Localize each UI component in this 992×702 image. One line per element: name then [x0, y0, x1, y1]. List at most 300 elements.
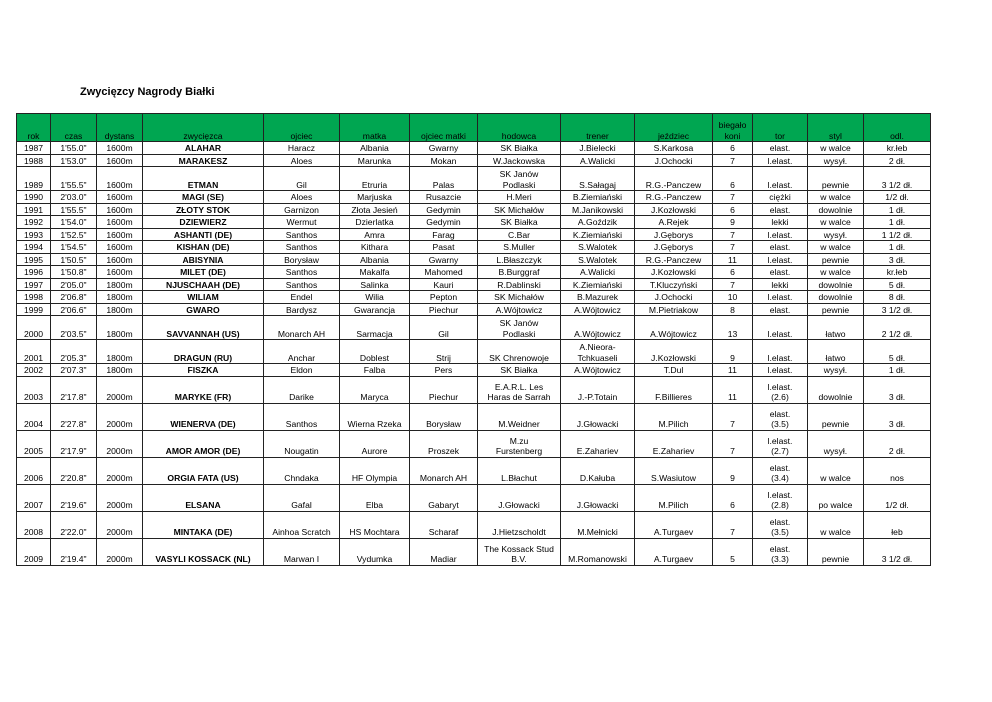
- cell-dam: Maryca: [340, 376, 410, 403]
- cell-winner: GWARO: [143, 303, 264, 316]
- cell-winner: MINTAKA (DE): [143, 511, 264, 538]
- cell-margin: 1 1/2 dł.: [864, 228, 931, 241]
- table-row: [17, 364, 931, 377]
- column-header-zwyciezca: zwycięzca: [143, 114, 264, 142]
- cell-winner: FISZKA: [143, 364, 264, 377]
- cell-trainer: E.Zahariev: [561, 430, 635, 457]
- cell-dam: Vydumka: [340, 538, 410, 565]
- cell-dam-sire: Gedymin: [410, 216, 478, 229]
- cell-going: elast. (3.4): [753, 457, 808, 484]
- cell-dam-sire: Pers: [410, 364, 478, 377]
- cell-jockey: E.Zahariev: [635, 430, 713, 457]
- cell-jockey: A.Turgaev: [635, 511, 713, 538]
- cell-sire: Santhos: [264, 241, 340, 254]
- cell-winner: ETMAN: [143, 167, 264, 191]
- cell-jockey: J.Kozłowski: [635, 266, 713, 279]
- cell-style: pewnie: [808, 538, 864, 565]
- table-body: [17, 142, 931, 566]
- cell-breeder: L.Błaszczyk: [478, 253, 561, 266]
- table-row: [17, 253, 931, 266]
- cell-sire: Garnizon: [264, 203, 340, 216]
- cell-sire: Gil: [264, 167, 340, 191]
- cell-jockey: A.Wójtowicz: [635, 316, 713, 340]
- cell-sire: Marwan I: [264, 538, 340, 565]
- cell-style: wysył.: [808, 228, 864, 241]
- cell-trainer: D.Kałuba: [561, 457, 635, 484]
- cell-going: elast.: [753, 303, 808, 316]
- cell-going: elast.: [753, 142, 808, 155]
- cell-sire: Nougatin: [264, 430, 340, 457]
- cell-jockey: A.Rejek: [635, 216, 713, 229]
- cell-jockey: J.Kozłowski: [635, 203, 713, 216]
- cell-margin: 3 1/2 dł.: [864, 303, 931, 316]
- cell-dam: Etruria: [340, 167, 410, 191]
- cell-going: l.elast. (2.8): [753, 484, 808, 511]
- cell-jockey: S.Karkosa: [635, 142, 713, 155]
- cell-style: łatwo: [808, 340, 864, 364]
- table-row: [17, 430, 931, 457]
- cell-breeder: A.Wójtowicz: [478, 303, 561, 316]
- cell-style: w walce: [808, 511, 864, 538]
- cell-sire: Santhos: [264, 278, 340, 291]
- cell-trainer: K.Ziemiański: [561, 278, 635, 291]
- table-header-row: [17, 114, 931, 142]
- cell-going: l.elast.: [753, 253, 808, 266]
- cell-jockey: J.Gęborys: [635, 241, 713, 254]
- cell-sire: Endel: [264, 291, 340, 304]
- cell-style: pewnie: [808, 403, 864, 430]
- cell-breeder: SK Białka: [478, 142, 561, 155]
- cell-trainer: B.Ziemiański: [561, 191, 635, 204]
- cell-year: 1993: [17, 228, 51, 241]
- cell-runners: 9: [713, 340, 753, 364]
- cell-runners: 6: [713, 203, 753, 216]
- cell-going: elast. (3.5): [753, 511, 808, 538]
- cell-margin: 1 dł.: [864, 216, 931, 229]
- cell-jockey: S.Wasiutow: [635, 457, 713, 484]
- cell-year: 2008: [17, 511, 51, 538]
- cell-winner: DRAGUN (RU): [143, 340, 264, 364]
- cell-margin: 1 dł.: [864, 241, 931, 254]
- cell-runners: 6: [713, 142, 753, 155]
- cell-jockey: M.Pilich: [635, 403, 713, 430]
- cell-sire: Santhos: [264, 266, 340, 279]
- table-row: [17, 484, 931, 511]
- cell-year: 1995: [17, 253, 51, 266]
- cell-sire: Santhos: [264, 228, 340, 241]
- cell-dam-sire: Monarch AH: [410, 457, 478, 484]
- cell-winner: NJUSCHAAH (DE): [143, 278, 264, 291]
- cell-breeder: S.Muller: [478, 241, 561, 254]
- cell-dam-sire: Scharaf: [410, 511, 478, 538]
- cell-sire: Aloes: [264, 154, 340, 167]
- cell-breeder: SK Janów Podlaski: [478, 316, 561, 340]
- cell-runners: 5: [713, 538, 753, 565]
- cell-dam: Falba: [340, 364, 410, 377]
- cell-jockey: J.Gęborys: [635, 228, 713, 241]
- cell-winner: ALAHAR: [143, 142, 264, 155]
- cell-runners: 11: [713, 376, 753, 403]
- cell-distance: 1600m: [97, 253, 143, 266]
- cell-going: l.elast. (2.7): [753, 430, 808, 457]
- cell-going: lekki: [753, 278, 808, 291]
- cell-time: 2'27.8": [51, 403, 97, 430]
- cell-breeder: C.Bar: [478, 228, 561, 241]
- cell-year: 1998: [17, 291, 51, 304]
- cell-going: l.elast.: [753, 291, 808, 304]
- cell-time: 2'22.0": [51, 511, 97, 538]
- cell-time: 2'17.8": [51, 376, 97, 403]
- cell-runners: 6: [713, 167, 753, 191]
- cell-dam-sire: Mahomed: [410, 266, 478, 279]
- cell-breeder: SK Michałów: [478, 291, 561, 304]
- cell-distance: 1800m: [97, 291, 143, 304]
- cell-dam: Dzierlatka: [340, 216, 410, 229]
- cell-distance: 1600m: [97, 241, 143, 254]
- cell-going: elast. (3.3): [753, 538, 808, 565]
- cell-dam: Amra: [340, 228, 410, 241]
- cell-margin: 8 dł.: [864, 291, 931, 304]
- cell-going: l.elast.: [753, 154, 808, 167]
- cell-distance: 1600m: [97, 216, 143, 229]
- cell-style: w walce: [808, 142, 864, 155]
- cell-year: 1996: [17, 266, 51, 279]
- cell-year: 2009: [17, 538, 51, 565]
- table-row: [17, 191, 931, 204]
- cell-runners: 11: [713, 253, 753, 266]
- column-header-ojciec: ojciec: [264, 114, 340, 142]
- cell-jockey: J.Ochocki: [635, 154, 713, 167]
- cell-margin: 3 dł.: [864, 253, 931, 266]
- cell-breeder: H.Meri: [478, 191, 561, 204]
- cell-winner: DZIEWIERZ: [143, 216, 264, 229]
- cell-year: 1999: [17, 303, 51, 316]
- cell-distance: 2000m: [97, 457, 143, 484]
- cell-going: l.elast. (2.6): [753, 376, 808, 403]
- cell-going: l.elast.: [753, 167, 808, 191]
- cell-sire: Darike: [264, 376, 340, 403]
- cell-sire: Santhos: [264, 403, 340, 430]
- cell-distance: 1800m: [97, 316, 143, 340]
- cell-dam: Aurore: [340, 430, 410, 457]
- cell-jockey: J.Kozłowski: [635, 340, 713, 364]
- cell-distance: 1600m: [97, 154, 143, 167]
- cell-style: dowolnie: [808, 203, 864, 216]
- cell-time: 1'55.5": [51, 167, 97, 191]
- cell-trainer: M.Mełnicki: [561, 511, 635, 538]
- cell-dam: Elba: [340, 484, 410, 511]
- table-row: [17, 511, 931, 538]
- cell-dam-sire: Pepton: [410, 291, 478, 304]
- cell-going: l.elast.: [753, 340, 808, 364]
- cell-winner: WIENERVA (DE): [143, 403, 264, 430]
- cell-time: 2'19.6": [51, 484, 97, 511]
- cell-time: 2'03.0": [51, 191, 97, 204]
- cell-dam: Doblest: [340, 340, 410, 364]
- cell-jockey: A.Turgaev: [635, 538, 713, 565]
- cell-year: 2005: [17, 430, 51, 457]
- cell-dam: Albania: [340, 253, 410, 266]
- cell-style: w walce: [808, 191, 864, 204]
- cell-going: elast.: [753, 241, 808, 254]
- cell-trainer: S.Walotek: [561, 241, 635, 254]
- cell-year: 1989: [17, 167, 51, 191]
- cell-dam: Sarmacja: [340, 316, 410, 340]
- cell-jockey: T.Kluczyński: [635, 278, 713, 291]
- table-row: [17, 154, 931, 167]
- column-header-styl: styl: [808, 114, 864, 142]
- cell-distance: 2000m: [97, 376, 143, 403]
- cell-margin: nos: [864, 457, 931, 484]
- cell-dam-sire: Proszek: [410, 430, 478, 457]
- cell-year: 1987: [17, 142, 51, 155]
- cell-margin: 1/2 dł.: [864, 484, 931, 511]
- cell-distance: 1600m: [97, 266, 143, 279]
- cell-trainer: J.Głowacki: [561, 484, 635, 511]
- cell-runners: 7: [713, 241, 753, 254]
- cell-dam-sire: Pasat: [410, 241, 478, 254]
- cell-trainer: S.Walotek: [561, 253, 635, 266]
- table-row: [17, 203, 931, 216]
- cell-runners: 10: [713, 291, 753, 304]
- cell-trainer: A.Walicki: [561, 266, 635, 279]
- cell-dam-sire: Farag: [410, 228, 478, 241]
- cell-margin: kr.łeb: [864, 266, 931, 279]
- cell-distance: 1800m: [97, 364, 143, 377]
- cell-time: 2'07.3": [51, 364, 97, 377]
- cell-time: 1'55.5": [51, 203, 97, 216]
- cell-dam: HF Olympia: [340, 457, 410, 484]
- cell-trainer: A.Wójtowicz: [561, 316, 635, 340]
- cell-time: 1'55.0": [51, 142, 97, 155]
- cell-style: wysył.: [808, 430, 864, 457]
- cell-runners: 7: [713, 278, 753, 291]
- table-row: [17, 167, 931, 191]
- cell-trainer: J.Głowacki: [561, 403, 635, 430]
- cell-runners: 7: [713, 511, 753, 538]
- cell-winner: ORGIA FATA (US): [143, 457, 264, 484]
- cell-trainer: B.Mazurek: [561, 291, 635, 304]
- cell-time: 2'17.9": [51, 430, 97, 457]
- cell-dam-sire: Piechur: [410, 376, 478, 403]
- cell-runners: 6: [713, 266, 753, 279]
- cell-time: 1'50.8": [51, 266, 97, 279]
- cell-margin: łeb: [864, 511, 931, 538]
- cell-trainer: K.Ziemiański: [561, 228, 635, 241]
- cell-breeder: SK Janów Podlaski: [478, 167, 561, 191]
- cell-winner: WILIAM: [143, 291, 264, 304]
- cell-margin: 2 1/2 dł.: [864, 316, 931, 340]
- cell-jockey: F.Billieres: [635, 376, 713, 403]
- cell-trainer: M.Janikowski: [561, 203, 635, 216]
- table-row: [17, 457, 931, 484]
- cell-time: 1'52.5": [51, 228, 97, 241]
- cell-style: dowolnie: [808, 376, 864, 403]
- table-row: [17, 278, 931, 291]
- cell-sire: Gafal: [264, 484, 340, 511]
- cell-dam-sire: Gabaryt: [410, 484, 478, 511]
- cell-distance: 1800m: [97, 303, 143, 316]
- cell-time: 2'05.0": [51, 278, 97, 291]
- cell-breeder: M.zu Furstenberg: [478, 430, 561, 457]
- column-header-jezdziec: jeździec: [635, 114, 713, 142]
- cell-dam-sire: Gwarny: [410, 253, 478, 266]
- cell-dam: HS Mochtara: [340, 511, 410, 538]
- cell-style: pewnie: [808, 253, 864, 266]
- cell-going: l.elast.: [753, 228, 808, 241]
- cell-winner: AMOR AMOR (DE): [143, 430, 264, 457]
- cell-margin: 1/2 dł.: [864, 191, 931, 204]
- cell-going: lekki: [753, 216, 808, 229]
- column-header-czas: czas: [51, 114, 97, 142]
- cell-runners: 7: [713, 430, 753, 457]
- cell-winner: SAVVANNAH (US): [143, 316, 264, 340]
- cell-going: elast. (3.5): [753, 403, 808, 430]
- cell-runners: 9: [713, 216, 753, 229]
- table-row: [17, 340, 931, 364]
- cell-dam-sire: Borysław: [410, 403, 478, 430]
- cell-dam: Kithara: [340, 241, 410, 254]
- cell-distance: 2000m: [97, 484, 143, 511]
- cell-breeder: SK Michałów: [478, 203, 561, 216]
- winners-table: [16, 113, 931, 566]
- cell-going: l.elast.: [753, 364, 808, 377]
- cell-margin: kr.łeb: [864, 142, 931, 155]
- cell-trainer: A.Goździk: [561, 216, 635, 229]
- cell-style: w walce: [808, 457, 864, 484]
- cell-sire: Haracz: [264, 142, 340, 155]
- table-row: [17, 216, 931, 229]
- cell-runners: 7: [713, 403, 753, 430]
- cell-distance: 1800m: [97, 340, 143, 364]
- table-row: [17, 316, 931, 340]
- cell-winner: KISHAN (DE): [143, 241, 264, 254]
- cell-sire: Bardysz: [264, 303, 340, 316]
- cell-margin: 3 dł.: [864, 376, 931, 403]
- cell-distance: 2000m: [97, 511, 143, 538]
- cell-sire: Wermut: [264, 216, 340, 229]
- cell-style: pewnie: [808, 167, 864, 191]
- cell-winner: ASHANTI (DE): [143, 228, 264, 241]
- cell-distance: 1800m: [97, 278, 143, 291]
- cell-year: 2003: [17, 376, 51, 403]
- cell-dam: Salinka: [340, 278, 410, 291]
- column-header-tor: tor: [753, 114, 808, 142]
- cell-style: w walce: [808, 266, 864, 279]
- table-row: [17, 538, 931, 565]
- cell-winner: VASYLI KOSSACK (NL): [143, 538, 264, 565]
- cell-distance: 2000m: [97, 538, 143, 565]
- cell-jockey: T.Dul: [635, 364, 713, 377]
- column-header-dystans: dystans: [97, 114, 143, 142]
- cell-breeder: The Kossack Stud B.V.: [478, 538, 561, 565]
- cell-dam: Makalfa: [340, 266, 410, 279]
- cell-margin: 5 dł.: [864, 278, 931, 291]
- column-header-ojciec-matki: ojciec matki: [410, 114, 478, 142]
- cell-year: 1994: [17, 241, 51, 254]
- cell-year: 1991: [17, 203, 51, 216]
- cell-winner: MARYKE (FR): [143, 376, 264, 403]
- cell-year: 2006: [17, 457, 51, 484]
- cell-jockey: M.Pilich: [635, 484, 713, 511]
- cell-style: w walce: [808, 216, 864, 229]
- cell-winner: MILET (DE): [143, 266, 264, 279]
- cell-style: dowolnie: [808, 291, 864, 304]
- cell-runners: 7: [713, 154, 753, 167]
- cell-distance: 1600m: [97, 228, 143, 241]
- column-header-matka: matka: [340, 114, 410, 142]
- cell-trainer: A.Wójtowicz: [561, 364, 635, 377]
- cell-breeder: SK Chrenowoje: [478, 340, 561, 364]
- cell-trainer: A.Walicki: [561, 154, 635, 167]
- cell-distance: 1600m: [97, 142, 143, 155]
- cell-trainer: A.Wójtowicz: [561, 303, 635, 316]
- cell-dam-sire: Gil: [410, 316, 478, 340]
- table-row: [17, 228, 931, 241]
- cell-winner: MAGI (SE): [143, 191, 264, 204]
- column-header-rok: rok: [17, 114, 51, 142]
- cell-dam-sire: Rusazcie: [410, 191, 478, 204]
- cell-trainer: A.Nieora- Tchkuaseli: [561, 340, 635, 364]
- cell-year: 2000: [17, 316, 51, 340]
- page-title: Zwycięzcy Nagrody Białki: [80, 86, 215, 98]
- cell-distance: 1600m: [97, 167, 143, 191]
- column-header-odl: odl.: [864, 114, 931, 142]
- cell-sire: Borysław: [264, 253, 340, 266]
- cell-runners: 7: [713, 228, 753, 241]
- cell-dam-sire: Piechur: [410, 303, 478, 316]
- cell-year: 2002: [17, 364, 51, 377]
- table-row: [17, 142, 931, 155]
- cell-style: łatwo: [808, 316, 864, 340]
- cell-distance: 1600m: [97, 203, 143, 216]
- cell-dam: Albania: [340, 142, 410, 155]
- cell-jockey: M.Pietriakow: [635, 303, 713, 316]
- cell-margin: 2 dł.: [864, 430, 931, 457]
- cell-year: 2001: [17, 340, 51, 364]
- cell-going: l.elast.: [753, 316, 808, 340]
- cell-year: 1990: [17, 191, 51, 204]
- cell-jockey: R.G.-Panczew: [635, 191, 713, 204]
- cell-winner: ZŁOTY STOK: [143, 203, 264, 216]
- cell-breeder: SK Białka: [478, 216, 561, 229]
- cell-trainer: S.Sałagaj: [561, 167, 635, 191]
- cell-winner: ELSANA: [143, 484, 264, 511]
- cell-time: 2'06.6": [51, 303, 97, 316]
- table-row: [17, 376, 931, 403]
- cell-distance: 2000m: [97, 430, 143, 457]
- cell-margin: 2 dł.: [864, 154, 931, 167]
- cell-runners: 8: [713, 303, 753, 316]
- cell-trainer: M.Romanowski: [561, 538, 635, 565]
- cell-breeder: R.Dablinski: [478, 278, 561, 291]
- cell-breeder: L.Błachut: [478, 457, 561, 484]
- cell-going: ciężki: [753, 191, 808, 204]
- cell-going: elast.: [753, 203, 808, 216]
- cell-time: 2'05.3": [51, 340, 97, 364]
- cell-year: 1997: [17, 278, 51, 291]
- cell-sire: Ainhoa Scratch: [264, 511, 340, 538]
- cell-year: 1992: [17, 216, 51, 229]
- cell-dam: Złota Jesień: [340, 203, 410, 216]
- cell-runners: 9: [713, 457, 753, 484]
- cell-dam-sire: Mokan: [410, 154, 478, 167]
- column-header-hodowca: hodowca: [478, 114, 561, 142]
- cell-dam: Wilia: [340, 291, 410, 304]
- cell-runners: 11: [713, 364, 753, 377]
- cell-breeder: J.Hietzscholdt: [478, 511, 561, 538]
- cell-winner: ABISYNIA: [143, 253, 264, 266]
